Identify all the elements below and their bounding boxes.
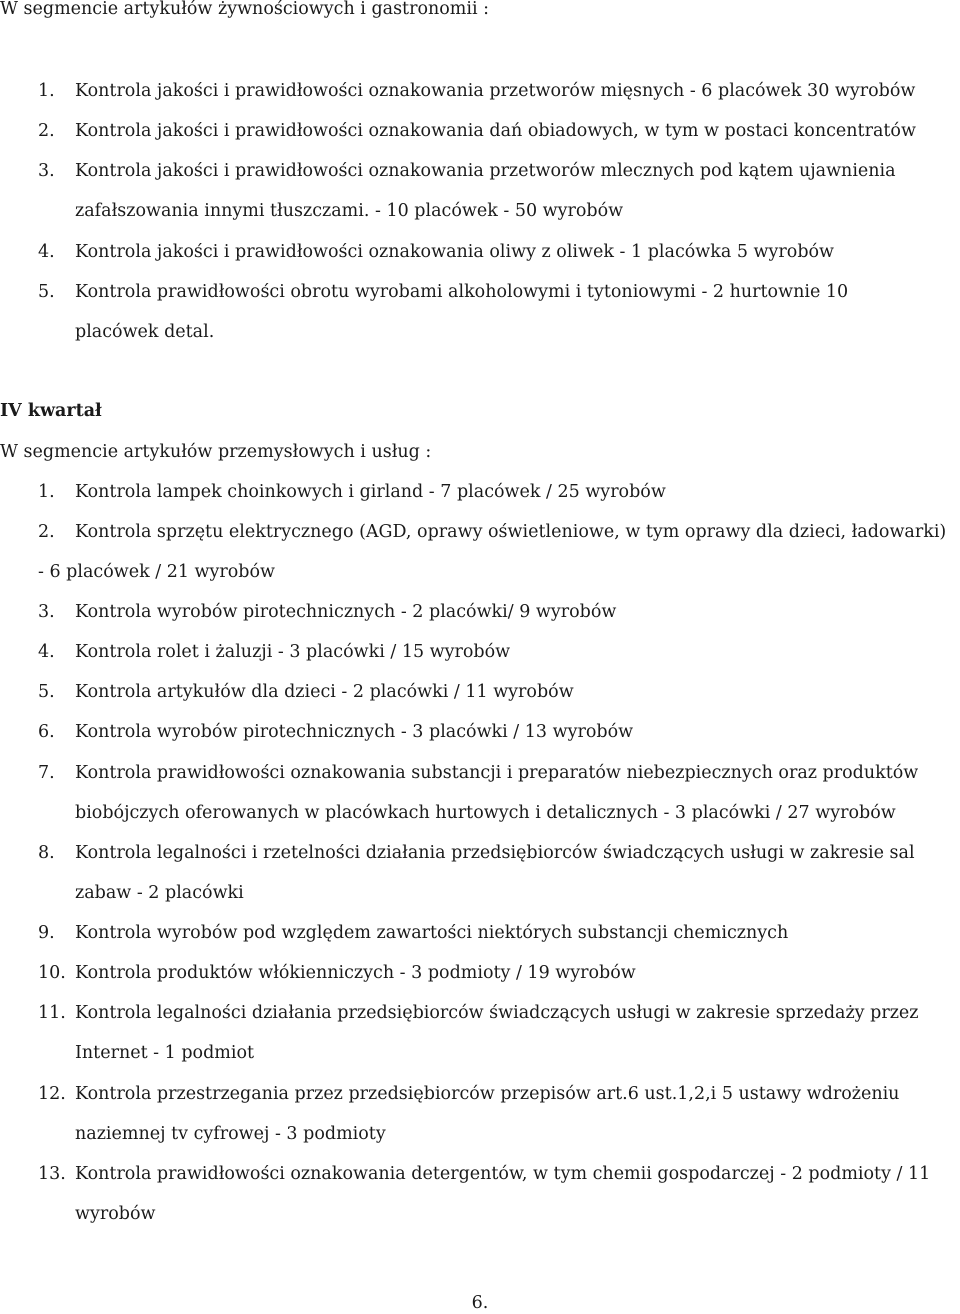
list-item-text-line1: Kontrola przestrzegania przez przedsiębiorców przepisów art.6 ust.1,2,i 5 ustawy wdrożeniu xyxy=(75,1084,900,1104)
list-item-number: 2. xyxy=(38,121,55,141)
list-item-text-line2: wyrobów xyxy=(75,1204,156,1224)
list-item-number: 1. xyxy=(38,81,55,101)
list-item-text-line1: Kontrola prawidłowości oznakowania substancji i preparatów niebezpiecznych oraz produktów xyxy=(75,763,919,783)
list-item-text-line2: biobójczych oferowanych w placówkach hurtowych i detalicznych - 3 placówki / 27 wyrobów xyxy=(75,803,896,823)
list-item-number: 7. xyxy=(38,763,55,783)
section-heading-food: W segmencie artykułów żywnościowych i gastronomii : xyxy=(0,0,490,19)
list-item-text-line1: Kontrola jakości i prawidłowości oznakowania przetworów mlecznych pod kątem ujawnienia xyxy=(75,161,896,181)
list-item-number: 11. xyxy=(38,1003,66,1023)
list-item-text: Kontrola jakości i prawidłowości oznakowania oliwy z oliwek - 1 placówka 5 wyrobów xyxy=(75,242,835,262)
list-item-text-line2: Internet - 1 podmiot xyxy=(75,1043,255,1063)
list-item-number: 2. xyxy=(38,522,55,542)
list-item-number: 9. xyxy=(38,923,55,943)
page-number: 6. xyxy=(471,1293,489,1313)
list-item-number: 6. xyxy=(38,722,55,742)
list-item-text-line2: zabaw - 2 placówki xyxy=(75,883,244,903)
list-item-number: 1. xyxy=(38,482,55,502)
list-item-text: Kontrola artykułów dla dzieci - 2 placówki / 11 wyrobów xyxy=(75,682,574,702)
list-item-text: Kontrola wyrobów pod względem zawartości niektórych substancji chemicznych xyxy=(75,923,789,943)
list-item-number: 3. xyxy=(38,161,55,181)
list-item-number: 5. xyxy=(38,282,55,302)
list-item-number: 3. xyxy=(38,602,55,622)
list-item-text-line1: Kontrola prawidłowości oznakowania detergentów, w tym chemii gospodarczej - 2 podmioty / 11 xyxy=(75,1164,931,1184)
list-item-number: 4. xyxy=(38,242,55,262)
list-item-text: Kontrola lampek choinkowych i girland - 7 placówek / 25 wyrobów xyxy=(75,482,666,502)
list-item-number: 4. xyxy=(38,642,55,662)
list-item-number: 8. xyxy=(38,843,55,863)
list-item-number: 13. xyxy=(38,1164,66,1184)
list-item-number: 10. xyxy=(38,963,66,983)
list-item-text-line2: placówek detal. xyxy=(75,322,215,342)
list-item-text: Kontrola rolet i żaluzji - 3 placówki / 15 wyrobów xyxy=(75,642,511,662)
list-item-text-line1: Kontrola legalności i rzetelności działania przedsiębiorców świadczących usługi w zakresie sal xyxy=(75,843,915,863)
section-heading-industrial: W segmencie artykułów przemysłowych i usług : xyxy=(0,442,432,462)
list-item-text-line2: naziemnej tv cyfrowej - 3 podmioty xyxy=(75,1124,386,1144)
list-item-text: Kontrola produktów włókienniczych - 3 podmioty / 19 wyrobów xyxy=(75,963,636,983)
quarter-heading: IV kwartał xyxy=(0,401,102,421)
list-item-text: Kontrola wyrobów pirotechnicznych - 2 placówki/ 9 wyrobów xyxy=(75,602,617,622)
list-item-text-line1: Kontrola sprzętu elektrycznego (AGD, oprawy oświetleniowe, w tym oprawy dla dzieci, ładowarki) xyxy=(75,522,947,542)
list-item-text: Kontrola jakości i prawidłowości oznakowania dań obiadowych, w tym w postaci koncentratów xyxy=(75,121,916,141)
list-item-number: 5. xyxy=(38,682,55,702)
list-item-text: Kontrola jakości i prawidłowości oznakowania przetworów mięsnych - 6 placówek 30 wyrobów xyxy=(75,81,916,101)
list-item-text: Kontrola wyrobów pirotechnicznych - 3 placówki / 13 wyrobów xyxy=(75,722,634,742)
list-item-text-line2: - 6 placówek / 21 wyrobów xyxy=(38,562,276,582)
list-item-text-line1: Kontrola prawidłowości obrotu wyrobami alkoholowymi i tytoniowymi - 2 hurtownie 10 xyxy=(75,282,849,302)
list-item-number: 12. xyxy=(38,1084,66,1104)
list-item-text-line2: zafałszowania innymi tłuszczami. - 10 placówek - 50 wyrobów xyxy=(75,201,624,221)
list-item-text-line1: Kontrola legalności działania przedsiębiorców świadczących usługi w zakresie sprzedaży przez xyxy=(75,1003,919,1023)
